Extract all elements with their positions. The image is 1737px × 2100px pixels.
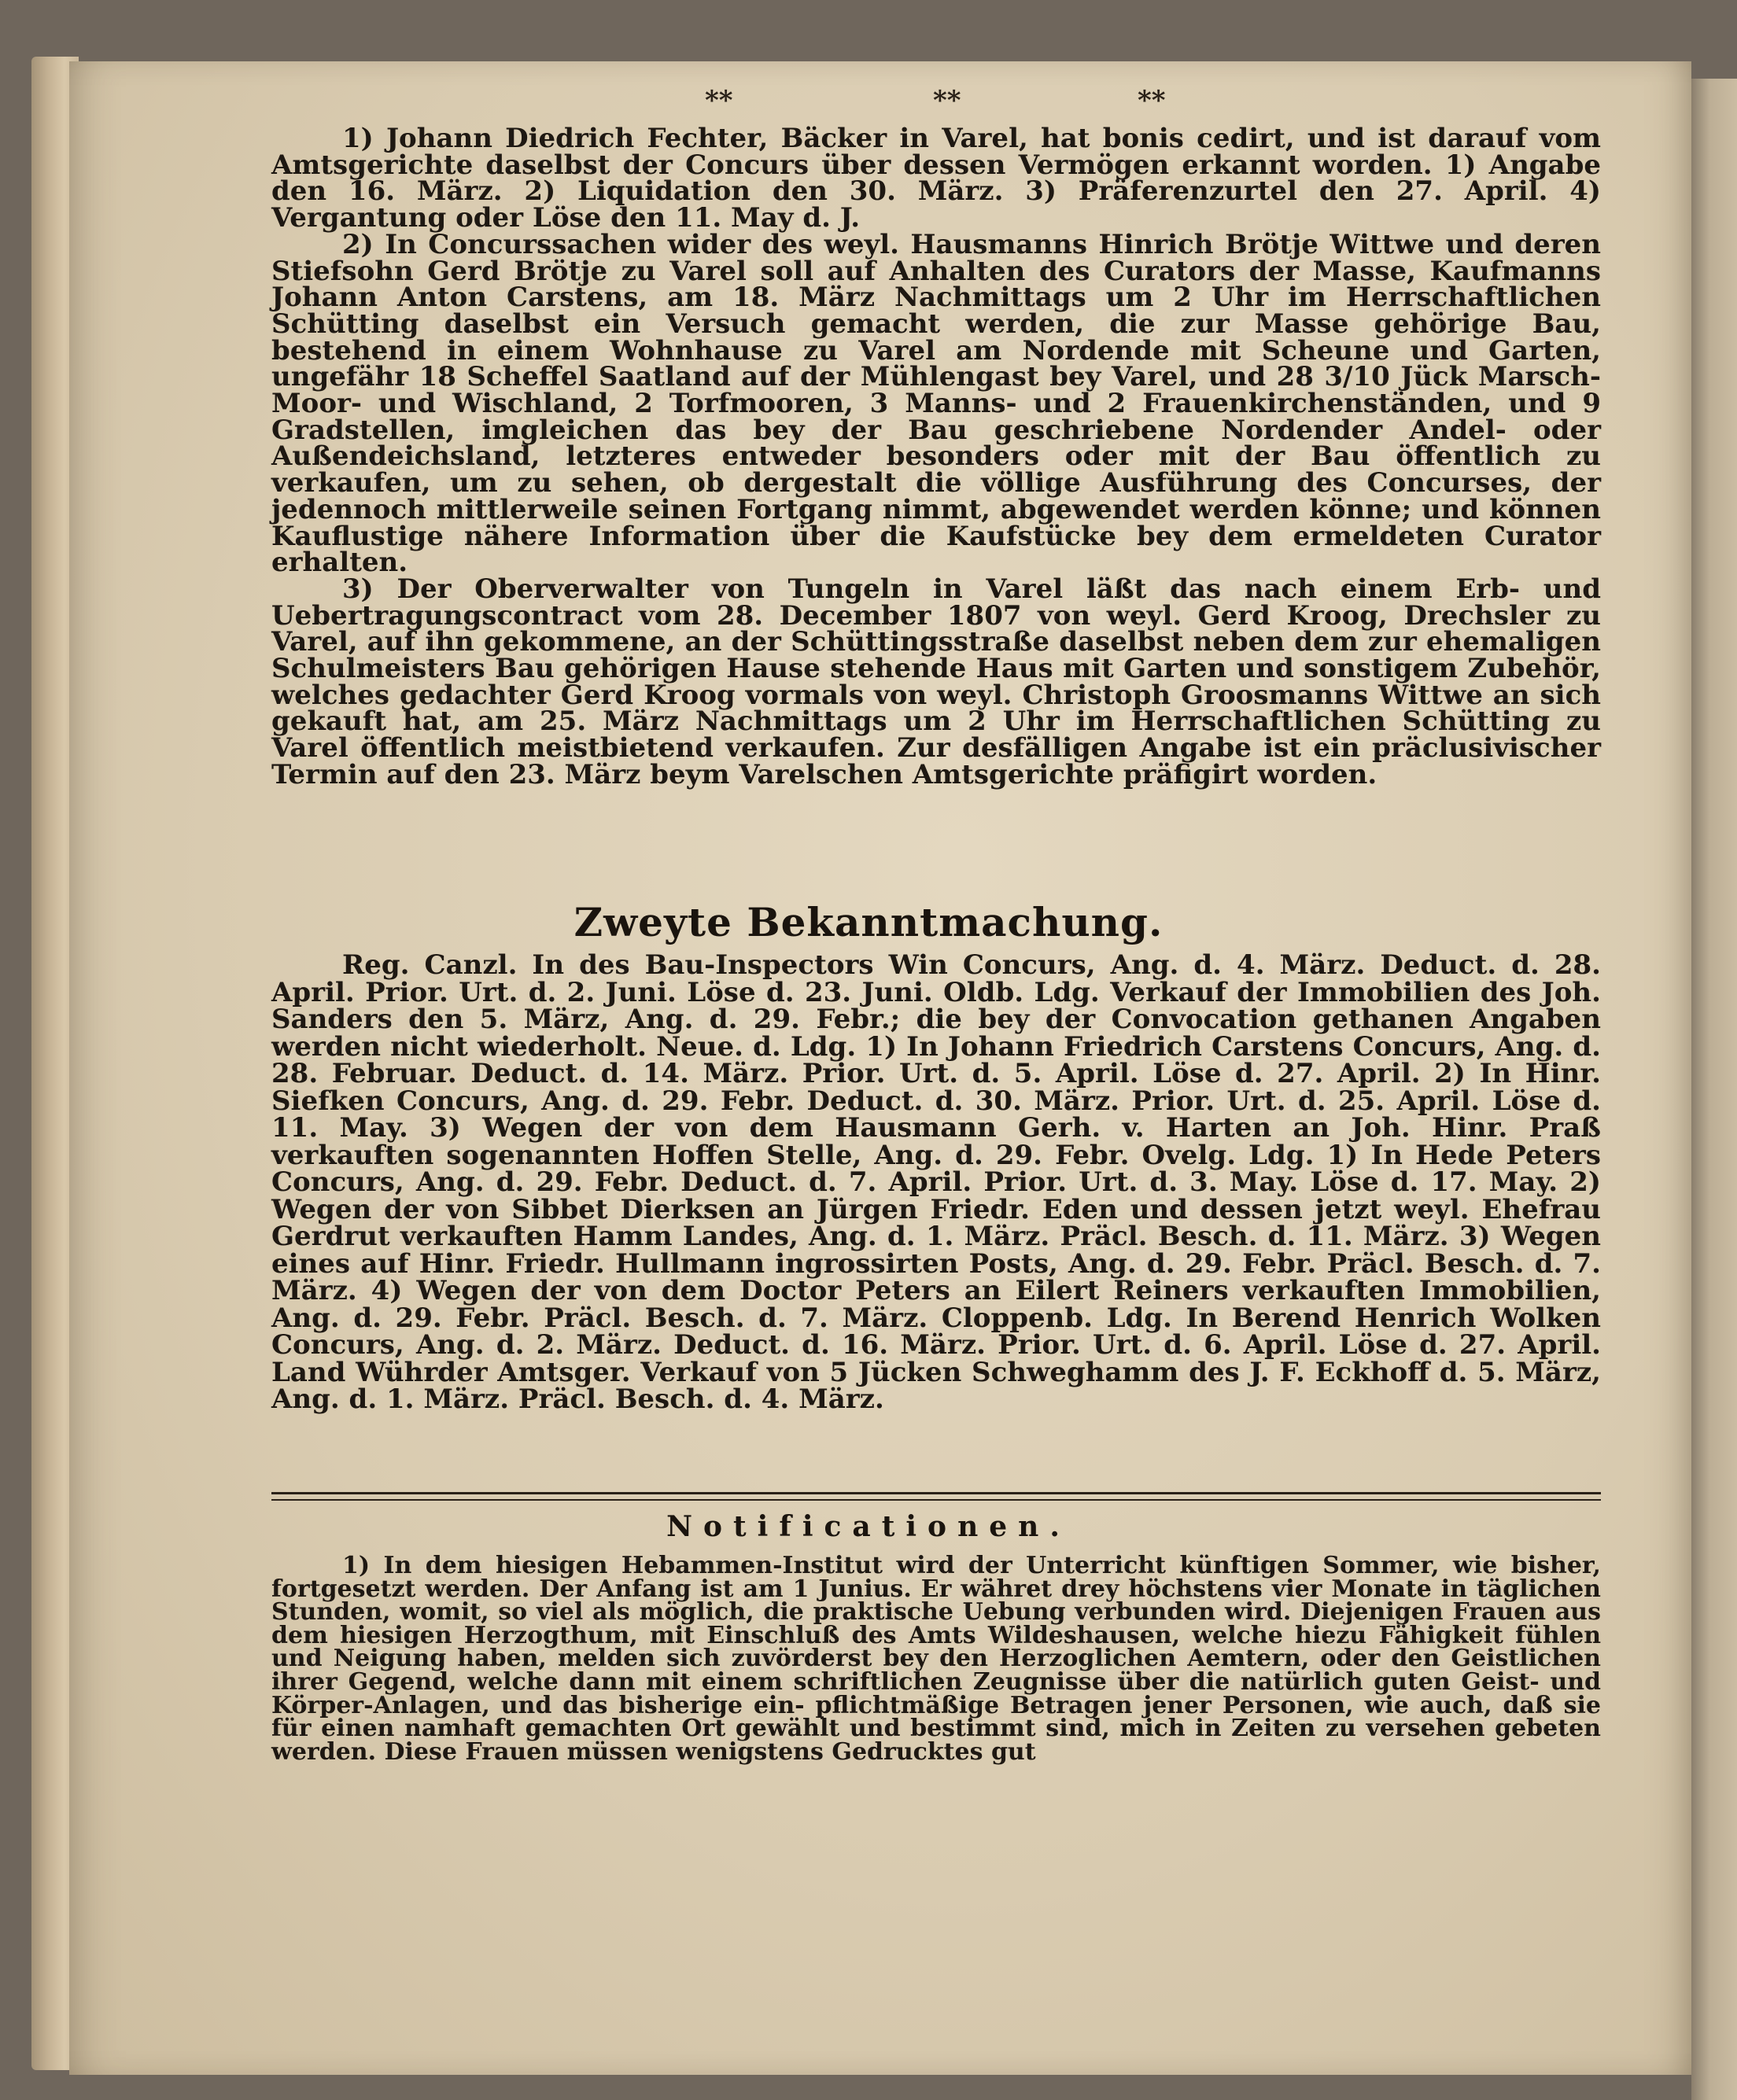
second-announcement-block	[271, 949, 1601, 1415]
double-rule-divider	[271, 1492, 1601, 1501]
notice-3: 3) Der Oberverwalter von Tungeln in Varel läßt das nach einem Erb- und Uebertragungscontract vom 28. December 1807 von weyl. Gerd Kroog, Drechsler zu Varel, auf ihn gekommene, an der Schüttingsstraße daselbst neben dem zur ehemaligen Schulmeisters Bau gehörigen Hause stehende Haus mit Garten und sonstigem Zubehör, welches gedachter Gerd Kroog vormals von weyl. Christoph Groosmanns Wittwe an sich gekauft hat, am 25. März Nachmittags um 2 Uhr im Herrschaftlichen Schütting zu Varel öffentlich meistbietend verkaufen. Zur desfälligen Angabe ist ein präclusivischer Termin auf den 23. März beym Varelschen Amtsgerichte präfigirt worden.	[271, 573, 1601, 790]
notifications-heading: Notificationen.	[666, 1510, 1071, 1543]
asterism-ornament: **	[933, 85, 961, 116]
notifications-block	[271, 1552, 1601, 1766]
notice-1: 1) Johann Diedrich Fechter, Bäcker in Varel, hat bonis cedirt, und ist darauf vom Amtsgerichte daselbst der Concurs über dessen Vermögen erkannt worden. 1) Angabe den 16. März. 2) Liquidation den 30. März. 3) Präferenzurtel den 27. April. 4) Vergantung oder Löse den 11. May d. J.	[271, 123, 1601, 234]
asterism-ornament: **	[705, 85, 733, 116]
notice-2: 2) In Concurssachen wider des weyl. Hausmanns Hinrich Brötje Wittwe und deren Stiefsohn Gerd Brötje zu Varel soll auf Anhalten des Curators der Masse, Kaufmanns Johann Anton Carstens, am 18. März Nachmittags um 2 Uhr im Herrschaftlichen Schütting daselbst ein Versuch gemacht werden, die zur Masse gehörige Bau, bestehend in einem Wohnhause zu Varel am Nordende mit Scheune und Garten, ungefähr 18 Scheffel Saatland auf der Mühlengast bey Varel, und 28 3/10 Jück Marsch- Moor- und Wischland, 2 Torfmooren, 3 Manns- und 2 Frauenkirchenständen, und 9 Gradstellen, imgleichen das bey der Bau geschriebene Nordender Andel- oder Außendeichsland, letzteres entweder besonders oder mit der Bau öffentlich zu verkaufen, um zu sehen, ob dergestalt die völlige Ausführung des Concurses, der jedennoch mittlerweile seinen Fortgang nimmt, abgewendet werden könne; und können Kauflustige nähere Information über die Kaufstücke bey dem ermeldeten Curator erhalten.	[271, 228, 1601, 579]
notices-block	[271, 123, 1601, 790]
second-announcement-text: Reg. Canzl. In des Bau-Inspectors Win Concurs, Ang. d. 4. März. Deduct. d. 28. April. Prior. Urt. d. 2. Juni. Löse d. 23. Juni. Oldb. Ldg. Verkauf der Immobilien des Joh. Sanders den 5. März, Ang. d. 29. Febr.; die bey der Convocation gethanen Angaben werden nicht wiederholt. Neue. d. Ldg. 1) In Johann Friedrich Carstens Concurs, Ang. d. 28. Februar. Deduct. d. 14. März. Prior. Urt. d. 5. April. Löse d. 27. April. 2) In Hinr. Siefken Concurs, Ang. d. 29. Febr. Deduct. d. 30. März. Prior. Urt. d. 25. April. Löse d. 11. May. 3) Wegen der von dem Hausmann Gerh. v. Harten an Joh. Hinr. Praß verkauften sogenannten Hoffen Stelle, Ang. d. 29. Febr. Ovelg. Ldg. 1) In Hede Peters Concurs, Ang. d. 29. Febr. Deduct. d. 7. April. Prior. Urt. d. 3. May. Löse d. 17. May. 2) Wegen der von Sibbet Dierksen an Jürgen Friedr. Eden und dessen jetzt weyl. Ehefrau Gerdrut verkauften Hamm Landes, Ang. d. 1. März. Präcl. Besch. d. 11. März. 3) Wegen eines auf Hinr. Friedr. Hullmann ingrossirten Posts, Ang. d. 29. Febr. Präcl. Besch. d. 7. März. 4) Wegen der von dem Doctor Peters an Eilert Reiners verkauften Immobilien, Ang. d. 29. Febr. Präcl. Besch. d. 7. März. Cloppenb. Ldg. In Berend Henrich Wolken Concurs, Ang. d. 2. März. Deduct. d. 16. März. Prior. Urt. d. 6. April. Löse d. 27. April. Land Wührder Amtsger. Verkauf von 5 Jücken Schweghamm des J. F. Eckhoff d. 5. März, Ang. d. 1. März. Präcl. Besch. d. 4. März.	[271, 949, 1601, 1415]
section-heading: Zweyte Bekanntmachung.	[573, 899, 1164, 945]
asterism-ornament: **	[1138, 85, 1166, 116]
adjacent-page-edge	[1691, 79, 1737, 2100]
notification-1: 1) In dem hiesigen Hebammen-Institut wird der Unterricht künftigen Sommer, wie bisher, fortgesetzt werden. Der Anfang ist am 1 Junius. Er währet drey höchstens vier Monate in täglichen Stunden, womit, so viel als möglich, die praktische Uebung verbunden wird. Diejenigen Frauen aus dem hiesigen Herzogthum, mit Einschluß des Amts Wildeshausen, welche hiezu Fähigkeit fühlen und Neigung haben, melden sich zuvörderst bey den Herzoglichen Aemtern, oder den Geistlichen ihrer Gegend, welche dann mit einem schriftlichen Zeugnisse über die natürlich guten Geist- und Körper-Anlagen, und das bisherige ein- pflichtmäßige Betragen jener Personen, wie auch, daß sie für einen namhaft gemachten Ort gewählt und bestimmt sind, mich in Zeiten zu versehen gebeten werden. Diese Frauen müssen wenigstens Gedrucktes gut	[271, 1552, 1601, 1766]
fleuron-ornament	[0, 85, 1737, 124]
